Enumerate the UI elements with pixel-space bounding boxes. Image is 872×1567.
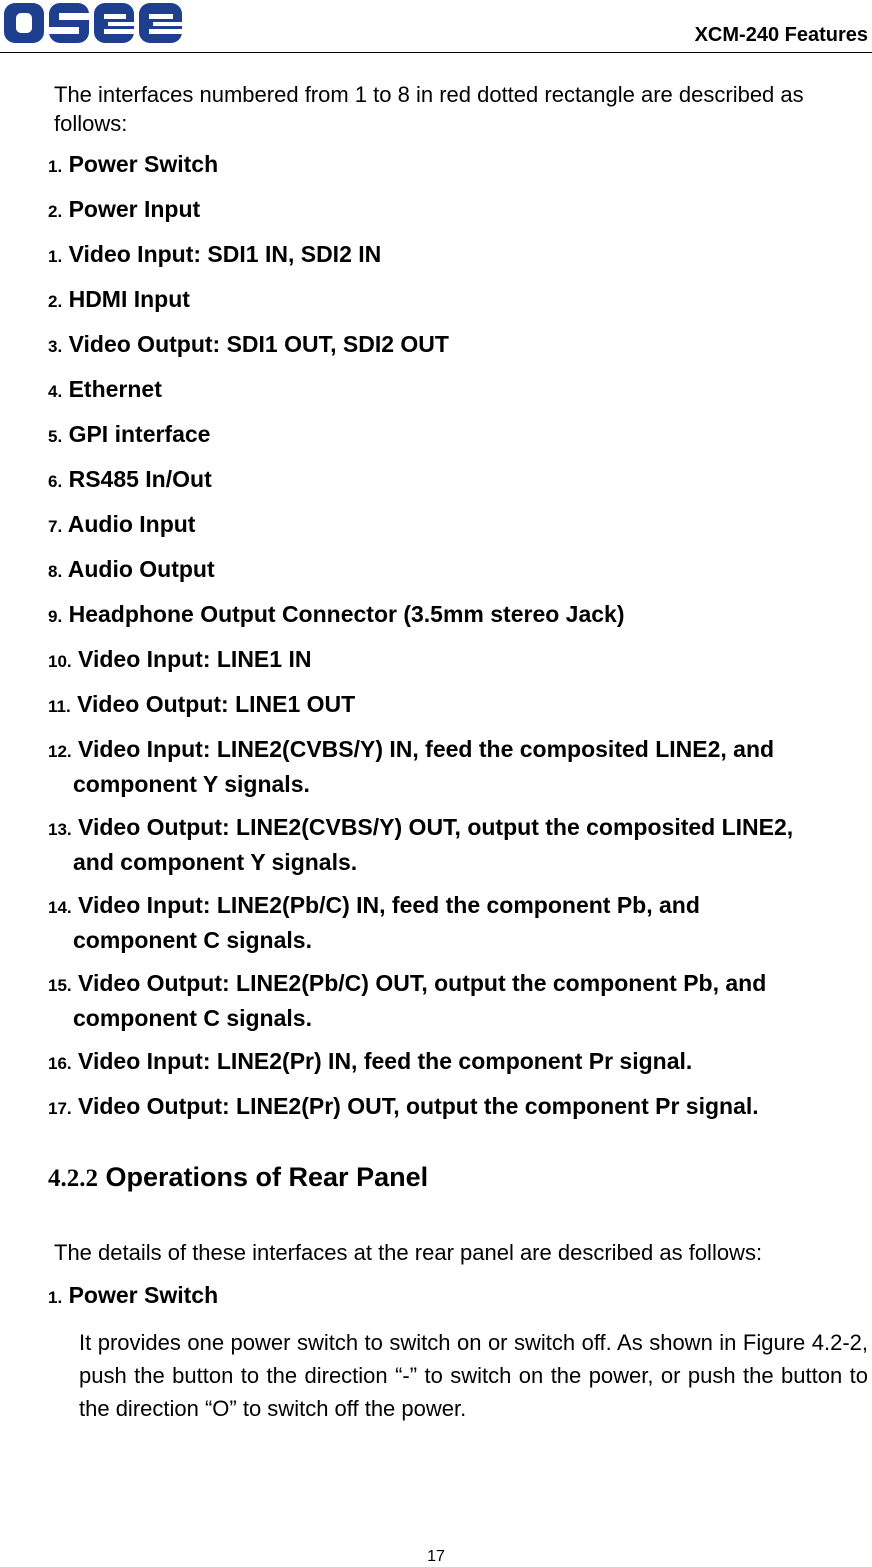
item-number: 11.: [48, 697, 71, 716]
section-heading: [48, 1162, 428, 1193]
interface-list-item: [48, 463, 868, 498]
item-label: Video Input: LINE2(Pr) IN, feed the component Pr signal.: [78, 1048, 693, 1074]
item-label: Video Output: LINE1 OUT: [77, 691, 356, 717]
section-number: 4.2.2: [48, 1165, 98, 1192]
item-number: 14.: [48, 898, 72, 917]
item-number: 9.: [48, 607, 63, 626]
item-number: 6.: [48, 472, 63, 491]
interface-list-item: [48, 1090, 868, 1125]
item-number: 8.: [48, 562, 63, 581]
header-divider: [0, 52, 872, 53]
interface-list-item: [48, 373, 868, 408]
interface-list-item: [48, 1045, 868, 1080]
item-label: Ethernet: [68, 376, 162, 402]
item-label: Video Input: LINE1 IN: [78, 646, 312, 672]
item-number: 1.: [48, 247, 63, 266]
item-label: Video Input: LINE2(CVBS/Y) IN, feed the composited LINE2, and: [78, 736, 775, 762]
interface-list-item: [48, 688, 868, 723]
interface-list-item: [48, 238, 868, 273]
item-number: 10.: [48, 652, 72, 671]
item-label-continuation: and component Y signals.: [73, 849, 358, 875]
interface-list-item: [48, 148, 868, 183]
interface-list-item: [48, 328, 868, 363]
item-number: 15.: [48, 976, 72, 995]
item-number: 4.: [48, 382, 63, 401]
item-number: 5.: [48, 427, 63, 446]
item-label: Headphone Output Connector (3.5mm stereo Jack): [68, 601, 625, 627]
item-label: Video Output: LINE2(Pb/C) OUT, output the component Pb, and: [78, 970, 767, 996]
interface-list-item: [48, 418, 868, 453]
item-label: Audio Input: [67, 511, 196, 537]
item-number: 17.: [48, 1099, 72, 1118]
interface-list-item: [48, 733, 868, 800]
item-label: Video Output: LINE2(CVBS/Y) OUT, output the composited LINE2,: [78, 814, 794, 840]
details-paragraph: The details of these interfaces at the rear panel are described as follows:: [54, 1240, 763, 1265]
item-label: Audio Output: [67, 556, 215, 582]
item-number: 7.: [48, 517, 63, 536]
interface-list-item: [48, 967, 868, 1034]
item-label: Video Input: SDI1 IN, SDI2 IN: [68, 241, 382, 267]
item-label-continuation: component C signals.: [73, 1005, 312, 1031]
item-number: 1.: [48, 157, 63, 176]
item-number: 2.: [48, 292, 63, 311]
page-number: 17: [427, 1548, 445, 1565]
interface-list-item: [48, 283, 868, 318]
osee-logo: [2, 0, 184, 46]
item-label-continuation: component Y signals.: [73, 771, 310, 797]
interface-list-item: [48, 508, 868, 543]
item-label: Video Input: LINE2(Pb/C) IN, feed the component Pb, and: [78, 892, 700, 918]
item-number: 16.: [48, 1054, 72, 1073]
interface-list-item: [48, 889, 868, 956]
interface-list-item: [48, 193, 868, 228]
item-label: Power Switch: [68, 151, 219, 177]
item-label: Video Output: LINE2(Pr) OUT, output the component Pr signal.: [78, 1093, 759, 1119]
interface-list-item: [48, 811, 868, 878]
item-label-continuation: component C signals.: [73, 927, 312, 953]
interface-list-item: [48, 553, 868, 588]
item-label: RS485 In/Out: [68, 466, 212, 492]
item-number: 3.: [48, 337, 63, 356]
item-number: 2.: [48, 202, 63, 221]
header-title: XCM-240 Features: [694, 24, 868, 46]
item-label: HDMI Input: [68, 286, 190, 312]
rear-item-number: 1.: [48, 1288, 63, 1307]
rear-item-power-switch: [48, 1282, 218, 1309]
section-title: Operations of Rear Panel: [105, 1162, 429, 1192]
intro-paragraph: The interfaces numbered from 1 to 8 in red dotted rectangle are described as follows:: [54, 82, 804, 136]
item-label: Video Output: SDI1 OUT, SDI2 OUT: [68, 331, 449, 357]
item-label: Power Input: [68, 196, 201, 222]
rear-item-label: Power Switch: [68, 1282, 219, 1308]
interface-list-item: [48, 598, 868, 633]
power-switch-description: It provides one power switch to switch on or switch off. As shown in Figure 4.2-2, push the button to the direction “-” to switch on the power, or push the button to the direction “O” to switch off the power.: [79, 1330, 868, 1421]
interface-list-item: [48, 643, 868, 678]
item-number: 12.: [48, 742, 72, 761]
item-number: 13.: [48, 820, 72, 839]
item-label: GPI interface: [68, 421, 211, 447]
